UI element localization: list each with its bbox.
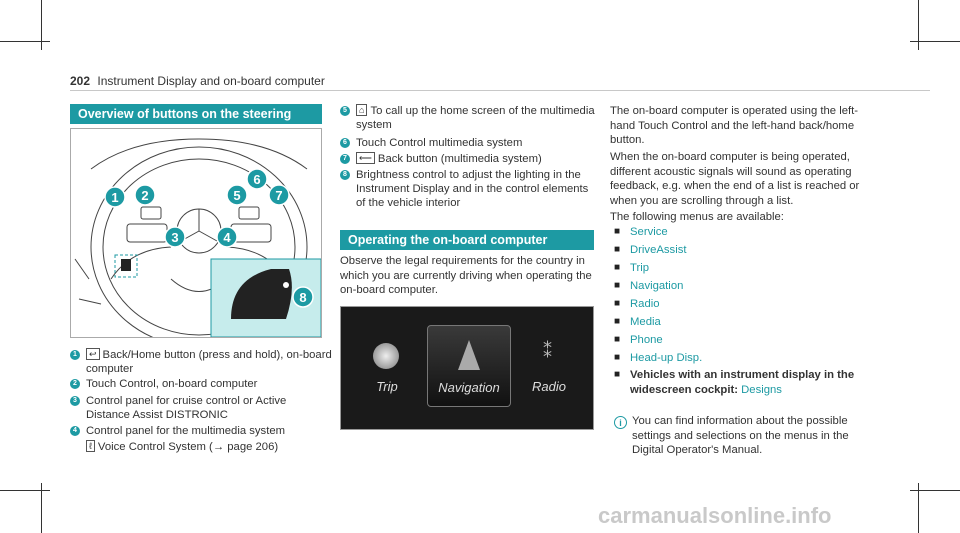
right-paragraph-1: The on-board computer is operated using the left-hand Touch Control and the left-hand back/home button. — [610, 105, 859, 146]
page-header-title: Instrument Display and on-board computer — [97, 74, 325, 88]
legend-text: Touch Control multimedia system — [356, 137, 523, 149]
tile-label: Navigation — [438, 380, 500, 395]
page-header — [70, 74, 325, 88]
callout-4: 4 — [223, 230, 231, 245]
vehicles-label: Vehicles with an instrument display in the widescreen cockpit: — [630, 369, 855, 396]
legend-text: Back button (multimedia system) — [377, 153, 542, 165]
callout-markers — [105, 169, 289, 247]
legend-number: 3 — [70, 396, 80, 406]
callout-7: 7 — [275, 188, 283, 203]
vehicles-widescreen-note: ■ Vehicles with an instrument display in the widescreen cockpit: Designs — [614, 369, 855, 396]
designs-link[interactable]: Designs — [741, 383, 782, 396]
legend-text: Control panel for the multimedia system — [86, 425, 286, 437]
callout-2: 2 — [141, 188, 149, 203]
right-paragraph-2: When the on-board computer is being operated, different acoustic signals will sound as operating feedback, e.g. when the end of a list is reached or when you are scrolling through a list. — [610, 151, 860, 207]
legend-number: 1 — [70, 350, 80, 360]
right-paragraph-3: The following menus are available: — [610, 211, 784, 223]
info-icon: i — [614, 416, 627, 429]
crop-mark — [41, 0, 42, 50]
crop-mark — [910, 490, 960, 491]
callout-6: 6 — [253, 172, 261, 187]
radio-antenna-icon: ⁑ — [543, 341, 552, 361]
legend-number: 5 — [340, 106, 350, 116]
back-arrow-icon: ⟵ — [356, 152, 375, 164]
back-home-icon: ↩ — [86, 348, 100, 360]
callout-3: 3 — [171, 230, 179, 245]
info-note: You can find information about the possible settings and selections on the menus in the Digital Operator's Manual. — [632, 415, 849, 456]
legend-number: 2 — [70, 379, 80, 389]
legend-text: Control panel for cruise control or Active Distance Assist DISTRONIC — [86, 395, 287, 421]
tile-label: Trip — [376, 379, 398, 394]
callout-1: 1 — [111, 190, 119, 205]
trip-gauge-icon — [373, 343, 399, 369]
tile-label: Radio — [532, 379, 566, 394]
voice-control-icon: ℓ — [86, 440, 95, 452]
home-icon: ⌂ — [356, 104, 367, 116]
callout-8: 8 — [299, 290, 307, 305]
navigation-arrow-icon — [458, 340, 480, 370]
watermark: carmanualsonline.info — [598, 503, 832, 528]
crop-mark — [0, 41, 50, 42]
legend-number: 8 — [340, 170, 350, 180]
legend-text: Brightness control to adjust the lighting in the Instrument Display and in the control elements of the vehicle interior — [356, 169, 589, 209]
callout-5: 5 — [233, 188, 241, 203]
page-number: 202 — [70, 74, 91, 88]
crop-mark — [918, 0, 919, 50]
tile-navigation — [427, 325, 511, 407]
tile-trip — [351, 331, 423, 405]
legend-text: To call up the home screen of the multimedia system — [356, 105, 595, 131]
legend-text: Touch Control, on-board computer — [86, 378, 258, 390]
header-divider — [70, 90, 930, 91]
crop-mark — [0, 490, 50, 491]
legend-text: Back/Home button (press and hold), on-board computer — [86, 349, 332, 375]
tile-radio — [513, 331, 585, 405]
legend-subtext: Voice Control System (→ page 206) — [97, 441, 279, 453]
section2-body: Observe the legal requirements for the country in which you are currently driving when operating the on-board computer. — [340, 255, 592, 296]
section-title-operating: Operating the on-board computer — [340, 230, 594, 250]
legend-number: 6 — [340, 138, 350, 148]
crop-mark — [910, 41, 960, 42]
steering-wheel-illustration — [71, 129, 321, 337]
legend-number: 4 — [70, 426, 80, 436]
onboard-computer-screen — [340, 306, 594, 430]
legend-number: 7 — [340, 154, 350, 164]
steering-wheel-figure — [70, 128, 322, 338]
section-title-steering-buttons: Overview of buttons on the steering wheel — [70, 104, 322, 124]
